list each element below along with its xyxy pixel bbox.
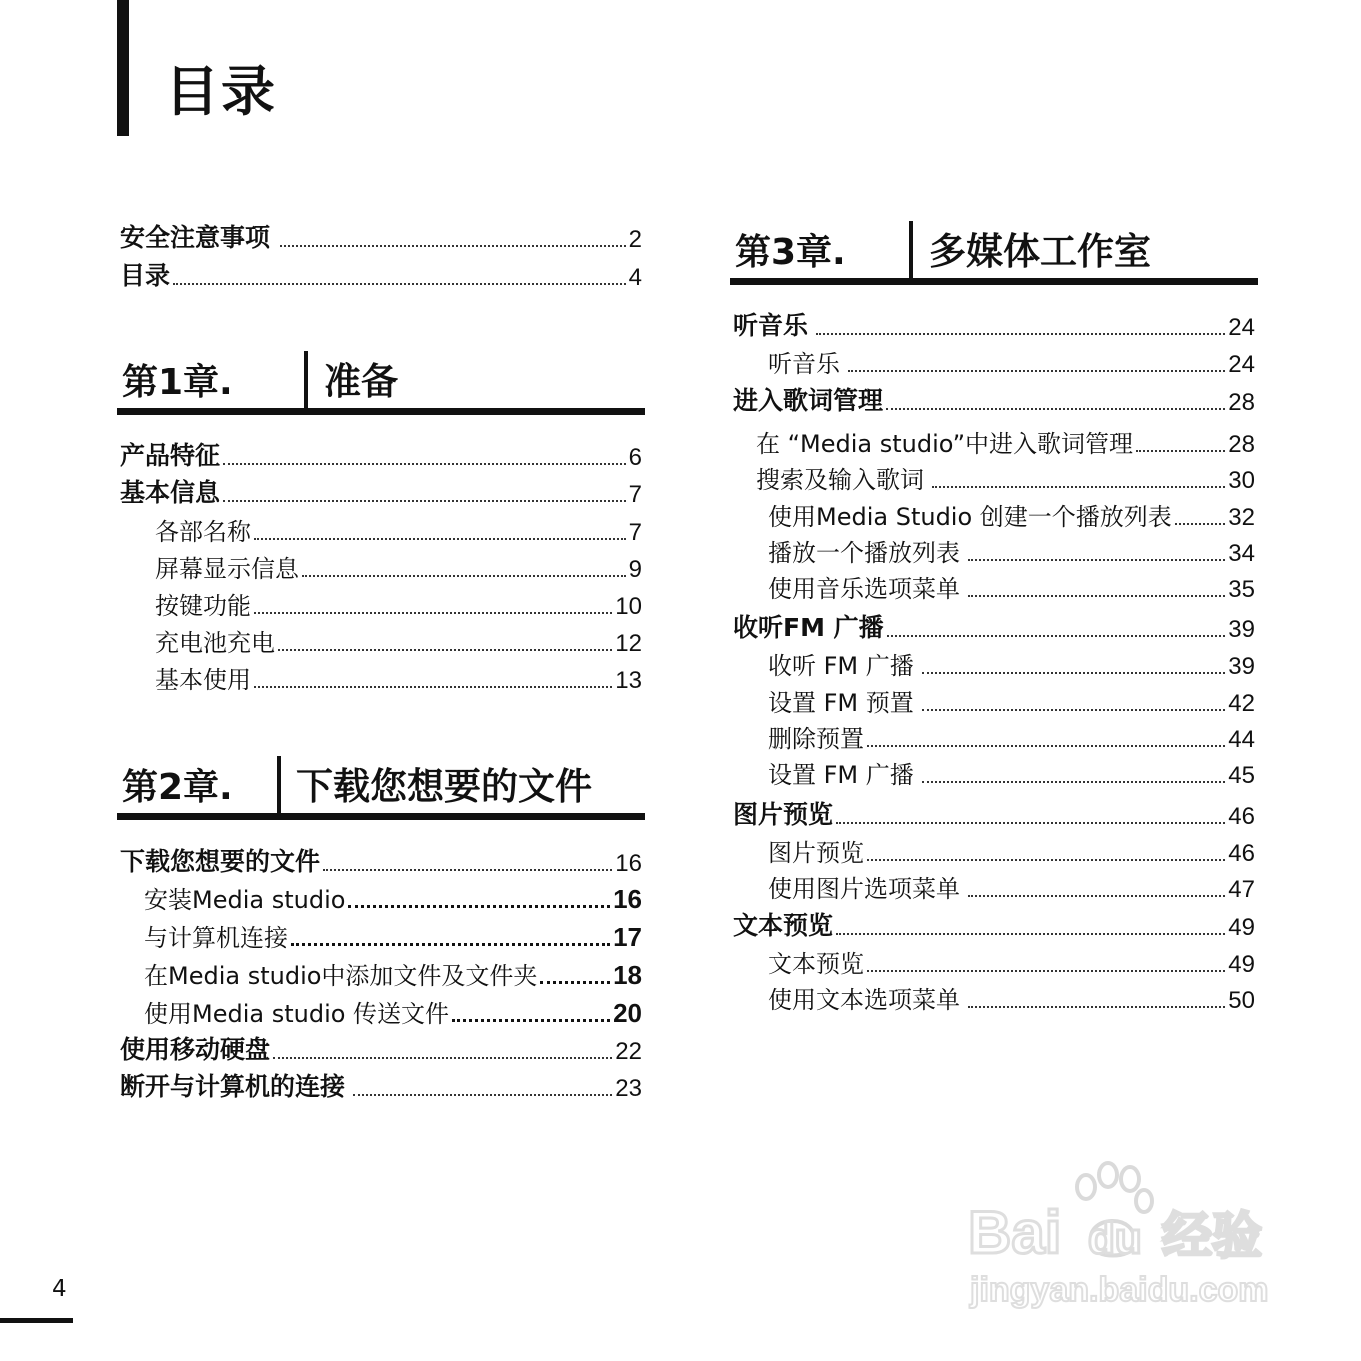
toc-subentry[interactable] <box>120 959 642 991</box>
leader-dots <box>254 538 626 540</box>
toc-entry-page: 44 <box>1228 726 1255 753</box>
toc-entry[interactable] <box>120 222 642 254</box>
toc-subentry[interactable] <box>120 663 642 695</box>
toc-entry-label: 收听FM 广播 <box>733 613 884 642</box>
leader-dots <box>922 709 1226 711</box>
footer-rule <box>0 1318 73 1323</box>
page-number: 4 <box>52 1276 67 1302</box>
leader-dots <box>968 559 1225 561</box>
toc-entry-label: 基本信息 <box>120 478 221 507</box>
toc-entry-page: 30 <box>1228 467 1255 494</box>
toc-entry[interactable] <box>120 477 642 509</box>
toc-entry-page: 24 <box>1228 351 1255 378</box>
toc-subentry[interactable] <box>733 722 1255 754</box>
toc-entry-label: 设置 FM 广播 <box>768 761 914 789</box>
toc-entry-label: 使用图片选项菜单 <box>768 875 960 903</box>
leader-dots <box>323 869 612 871</box>
toc-entry-label: 与计算机连接 <box>144 924 288 952</box>
chapter-separator <box>277 756 281 816</box>
toc-entry-label: 断开与计算机的连接 <box>120 1072 346 1101</box>
toc-entry-page: 20 <box>613 998 642 1028</box>
leader-dots <box>280 245 626 247</box>
toc-subentry[interactable] <box>733 686 1255 718</box>
leader-dots <box>968 595 1225 597</box>
toc-entry-page: 13 <box>615 667 642 694</box>
toc-entry-label: 使用Media studio 传送文件 <box>144 1000 450 1028</box>
chapter-heading <box>120 345 642 415</box>
toc-entry-label: 使用音乐选项菜单 <box>768 575 960 603</box>
toc-entry-label: 文本预览 <box>733 911 834 940</box>
chapter-number: 第2章. <box>122 767 233 808</box>
leader-dots <box>254 612 612 614</box>
toc-entry-page: 28 <box>1228 431 1255 458</box>
toc-entry-page: 28 <box>1228 389 1255 416</box>
leader-dots <box>302 575 626 577</box>
leader-dots <box>223 463 626 465</box>
page-title: 目录 <box>165 60 277 123</box>
leader-dots <box>173 283 626 285</box>
toc-entry-label: 各部名称 <box>155 518 251 546</box>
chapter-heading <box>120 750 642 820</box>
toc-entry-label: 在Media studio中添加文件及文件夹 <box>144 962 538 990</box>
toc-entry-label: 在 “Media studio”中进入歌词管理 <box>756 430 1134 458</box>
toc-subentry[interactable] <box>733 758 1255 790</box>
toc-entry[interactable] <box>120 846 642 878</box>
toc-entry-page: 50 <box>1228 987 1255 1014</box>
toc-subentry[interactable] <box>120 883 642 915</box>
toc-subentry[interactable] <box>733 836 1255 868</box>
leader-dots <box>968 895 1225 897</box>
toc-entry-label: 收听 FM 广播 <box>768 652 914 680</box>
toc-subentry[interactable] <box>733 947 1255 979</box>
toc-entry-page: 7 <box>628 519 642 546</box>
toc-entry-page: 24 <box>1228 314 1255 341</box>
toc-entry-page: 32 <box>1228 504 1255 531</box>
toc-entry-label: 搜索及输入歌词 <box>756 466 924 494</box>
toc-entry-label: 产品特征 <box>120 441 221 470</box>
toc-entry-page: 16 <box>615 850 642 877</box>
toc-subentry[interactable] <box>733 536 1255 568</box>
toc-entry-page: 46 <box>1228 803 1255 830</box>
toc-entry-page: 17 <box>613 922 642 952</box>
leader-dots <box>836 822 1225 824</box>
chapter-separator <box>909 221 913 281</box>
chapter-rule <box>117 813 645 820</box>
chapter-name: 准备 <box>324 360 398 403</box>
leader-dots <box>816 333 1225 335</box>
leader-dots <box>348 905 610 908</box>
toc-entry-label: 听音乐 <box>733 311 809 340</box>
toc-entry-label: 充电池充电 <box>155 629 275 657</box>
watermark-url: jingyan.baidu.com <box>970 1271 1269 1309</box>
leader-dots <box>540 981 610 984</box>
leader-dots <box>867 970 1225 972</box>
toc-entry[interactable] <box>120 1071 642 1103</box>
toc-entry-label: 下载您想要的文件 <box>120 847 321 876</box>
chapter-number: 第3章. <box>735 232 846 273</box>
toc-subentry[interactable] <box>733 463 1255 495</box>
toc-entry-page: 45 <box>1228 762 1255 789</box>
toc-subentry[interactable] <box>733 649 1255 681</box>
leader-dots <box>922 672 1226 674</box>
toc-entry[interactable] <box>733 910 1255 942</box>
toc-entry[interactable] <box>733 310 1255 342</box>
baidu-jingyan-watermark <box>962 1155 1282 1315</box>
toc-subentry[interactable] <box>733 500 1255 532</box>
toc-entry-label: 播放一个播放列表 <box>768 539 960 567</box>
toc-entry-label: 使用Media Studio 创建一个播放列表 <box>768 503 1172 531</box>
toc-subentry[interactable] <box>120 626 642 658</box>
toc-subentry[interactable] <box>733 983 1255 1015</box>
toc-entry-label: 目录 <box>120 261 171 290</box>
chapter-rule <box>730 278 1258 285</box>
toc-entry-label: 安全注意事项 <box>120 223 271 252</box>
toc-entry[interactable] <box>733 385 1255 417</box>
toc-entry-page: 10 <box>615 593 642 620</box>
leader-dots <box>1175 523 1226 525</box>
leader-dots <box>867 859 1225 861</box>
toc-entry-page: 39 <box>1228 653 1255 680</box>
toc-entry-page: 34 <box>1228 540 1255 567</box>
toc-entry-page: 42 <box>1228 690 1255 717</box>
leader-dots <box>886 408 1225 410</box>
toc-subentry[interactable] <box>733 347 1255 379</box>
watermark-suffix: 经验 <box>1162 1207 1262 1265</box>
toc-subentry[interactable] <box>733 427 1255 459</box>
toc-subentry[interactable] <box>120 921 642 953</box>
toc-entry[interactable] <box>120 1034 642 1066</box>
leader-dots <box>223 500 626 502</box>
toc-entry-label: 基本使用 <box>155 666 251 694</box>
leader-dots <box>922 781 1226 783</box>
toc-entry-page: 12 <box>615 630 642 657</box>
toc-entry-page: 6 <box>628 444 642 471</box>
toc-subentry[interactable] <box>733 572 1255 604</box>
toc-entry-page: 9 <box>628 556 642 583</box>
toc-subentry[interactable] <box>120 515 642 547</box>
toc-entry-page: 23 <box>615 1075 642 1102</box>
toc-entry[interactable] <box>733 612 1255 644</box>
toc-entry[interactable] <box>120 260 642 292</box>
toc-entry-page: 18 <box>613 960 642 990</box>
toc-entry-label: 文本预览 <box>768 950 864 978</box>
toc-entry-label: 按键功能 <box>155 592 251 620</box>
leader-dots <box>273 1057 612 1059</box>
toc-entry-page: 49 <box>1228 914 1255 941</box>
chapter-rule <box>117 408 645 415</box>
chapter-name: 下载您想要的文件 <box>296 765 592 808</box>
leader-dots <box>291 943 610 946</box>
toc-entry-label: 删除预置 <box>768 725 864 753</box>
leader-dots <box>867 745 1225 747</box>
toc-entry-label: 使用移动硬盘 <box>120 1035 271 1064</box>
toc-entry-label: 图片预览 <box>768 839 864 867</box>
toc-subentry[interactable] <box>733 872 1255 904</box>
toc-subentry[interactable] <box>120 589 642 621</box>
toc-entry-page: 16 <box>613 884 642 914</box>
toc-entry-page: 49 <box>1228 951 1255 978</box>
toc-entry-label: 安装Media studio <box>144 886 346 914</box>
toc-entry-page: 39 <box>1228 616 1255 643</box>
toc-left-column <box>120 0 642 1361</box>
toc-entry-page: 47 <box>1228 876 1255 903</box>
leader-dots <box>1136 450 1225 452</box>
toc-entry-label: 图片预览 <box>733 800 834 829</box>
toc-entry-page: 4 <box>628 264 642 291</box>
watermark-du: du <box>1088 1214 1142 1263</box>
watermark-brand: Bai <box>968 1199 1062 1266</box>
toc-subentry[interactable] <box>120 552 642 584</box>
toc-subentry[interactable] <box>120 997 642 1029</box>
leader-dots <box>254 686 612 688</box>
leader-dots <box>278 649 612 651</box>
leader-dots <box>968 1006 1225 1008</box>
chapter-heading <box>733 215 1255 285</box>
chapter-separator <box>304 351 308 411</box>
toc-entry[interactable] <box>120 440 642 472</box>
leader-dots <box>836 933 1225 935</box>
toc-entry-label: 屏幕显示信息 <box>155 555 299 583</box>
chapter-name: 多媒体工作室 <box>929 230 1151 273</box>
leader-dots <box>452 1019 610 1022</box>
toc-entry-page: 46 <box>1228 840 1255 867</box>
toc-entry-label: 听音乐 <box>768 350 840 378</box>
toc-entry-page: 2 <box>628 226 642 253</box>
toc-entry-page: 7 <box>628 481 642 508</box>
toc-entry-label: 设置 FM 预置 <box>768 689 914 717</box>
chapter-number: 第1章. <box>122 362 233 403</box>
leader-dots <box>932 486 1225 488</box>
leader-dots <box>848 370 1225 372</box>
toc-entry-label: 使用文本选项菜单 <box>768 986 960 1014</box>
toc-entry[interactable] <box>733 799 1255 831</box>
toc-entry-label: 进入歌词管理 <box>733 386 884 415</box>
leader-dots <box>887 635 1226 637</box>
leader-dots <box>353 1094 612 1096</box>
toc-entry-page: 22 <box>615 1038 642 1065</box>
toc-entry-page: 35 <box>1228 576 1255 603</box>
